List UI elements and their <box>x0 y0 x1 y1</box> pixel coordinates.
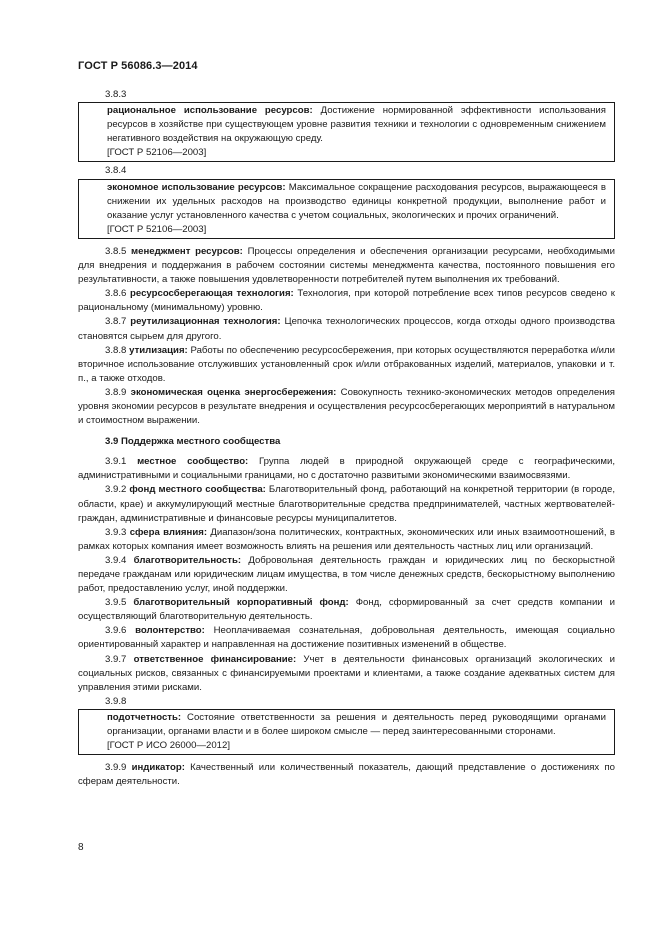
term-name: реутилизационная технология: <box>130 316 281 328</box>
term-entry <box>78 554 615 596</box>
term-entry <box>78 455 615 483</box>
term-name: экономное использование ресурсов: <box>107 181 286 193</box>
term-number: 3.9.3 <box>105 526 127 538</box>
term-entry <box>78 653 615 695</box>
term-entry <box>78 344 615 386</box>
term-entry <box>78 596 615 624</box>
term-number: 3.9.4 <box>105 554 127 566</box>
term-entry <box>78 386 615 428</box>
term-number: 3.9.7 <box>105 653 127 665</box>
term-name: ответственное финансирование: <box>133 653 297 665</box>
term-definition: Группа людей в природной окружающей среде с географическими, административными и социальными границами, но с достаточно развитыми экономическими взаимосвязями. <box>78 456 615 482</box>
term-name: волонтерство: <box>135 625 205 637</box>
term-definition: Максимальное сокращение расходования ресурсов, выражающееся в снижении их удельных расходов на производство единицы конкретной продукции, выполнение работ и оказание услуг установленного качества с учетом социальных, экологических и прочих ограничений. <box>107 181 606 221</box>
term-name: местное сообщество: <box>137 456 249 468</box>
term-number: 3.8.8 <box>105 344 127 356</box>
term-number: 3.9.1 <box>105 456 127 468</box>
term-entry <box>78 315 615 343</box>
term-number: 3.8.3 <box>105 89 127 100</box>
term-definition: Фонд, сформированный за счет средств компании и осуществляющий благотворительную деятельность. <box>78 597 615 623</box>
section-heading: 3.9 Поддержка местного сообщества <box>105 436 281 448</box>
term-definition: Процессы определения и обеспечения организации ресурсами, необходимыми для внедрения и поддержания в рабочем состоянии системы менеджмента качества, постоянного повышения его результативности, а также повышения удовлетворенности потребителей путем выполнения их требований. <box>78 245 616 286</box>
term-entry <box>107 104 606 146</box>
term-name: подотчетность: <box>107 711 182 723</box>
term-name: экономическая оценка энергосбережения: <box>130 386 337 398</box>
term-name: благотворительность: <box>133 554 242 566</box>
term-definition: Технология, при которой потребление всех типов ресурсов сведено к рациональному (минимальному) уровню. <box>78 288 616 314</box>
term-definition: Учет в деятельности финансовых организаций экологических и социальных рисков, связанных с финансируемыми проектами и клиентами, а также создание адекватных систем для управления этими рисками. <box>78 653 615 693</box>
term-entry <box>78 624 615 652</box>
term-definition: Благотворительный фонд, работающий на конкретной территории (в городе, области, крае) и аккумулирующий местные благотворительные средства предпринимателей, частных жертвователей-граждан, административные и финансовые ресурсы муниципалитетов. <box>78 484 615 524</box>
term-number: 3.9.8 <box>105 695 127 707</box>
term-source: [ГОСТ Р ИСО 26000—2012] <box>107 740 231 752</box>
term-entry <box>78 761 615 789</box>
term-number: 3.8.4 <box>105 165 127 177</box>
term-entry <box>107 711 606 739</box>
term-number: 3.8.6 <box>105 288 127 300</box>
term-number: 3.9.2 <box>105 484 127 496</box>
quoted-term-box <box>78 102 615 162</box>
quoted-term-box <box>78 179 615 239</box>
standard-designation: ГОСТ Р 56086.3—2014 <box>78 60 198 72</box>
term-definition: Добровольная деятельность граждан и юридических лиц по бескорыстной передаче гражданам или юридическим лицам имущества, в том числе денежных средств, бескорыстному выполнению работ, предоставлению услуг, иной поддержки. <box>78 554 616 595</box>
term-entry <box>78 483 615 525</box>
term-number: 3.8.9 <box>105 386 127 398</box>
term-entry <box>78 245 615 287</box>
term-definition: Неоплачиваемая сознательная, добровольная деятельность, имеющая социально ориентированный характер и направленная на достижение позитивных изменений в обществе. <box>78 625 615 651</box>
term-definition: Совокупность технико-экономических методов определения уровня экономии ресурсов в результате внедрения и осуществления ресурсосберегающих мероприятий в натуральном и стоимостном выражении. <box>78 386 616 427</box>
term-number: 3.9.5 <box>105 597 127 609</box>
term-name: индикатор: <box>131 762 185 774</box>
term-number: 3.9.9 <box>105 762 127 774</box>
term-number: 3.9.6 <box>105 625 127 637</box>
quoted-term-box <box>78 709 615 755</box>
term-name: рациональное использование ресурсов: <box>107 105 313 117</box>
term-entry <box>78 526 615 554</box>
page-number: 8 <box>78 842 84 853</box>
term-name: менеджмент ресурсов: <box>131 245 243 257</box>
term-definition: Работы по обеспечению ресурсосбережения, при которых осуществляются переработка и/или вторичное использование отслуживших установленный срок и/или отбракованных изделий, материалов, упаковки и т. п., а также отходов. <box>78 344 615 384</box>
term-entry <box>107 181 606 223</box>
term-definition: Цепочка технологических процессов, когда отходы одного производства становятся сырьем для другого. <box>78 316 615 342</box>
term-definition: Качественный или количественный показатель, дающий представление о достижениях по сферам деятельности. <box>78 762 615 788</box>
term-source: [ГОСТ Р 52106—2003] <box>107 223 207 235</box>
term-name: ресурсосберегающая технология: <box>130 288 294 300</box>
term-name: сфера влияния: <box>129 526 208 538</box>
term-definition: Достижение нормированной эффективности использования ресурсов в хозяйстве при существующем уровне развития техники и технологии с одновременным снижением негативного воздействия на окружающую среду. <box>107 105 606 145</box>
term-number: 3.8.5 <box>105 245 127 257</box>
term-name: благотворительный корпоративный фонд: <box>133 597 349 609</box>
term-number: 3.8.7 <box>105 316 127 328</box>
term-name: фонд местного сообщества: <box>129 484 266 496</box>
term-definition: Диапазон/зона политических, контрактных, экономических или иных взаимоотношений, в рамках которых компания имеет возможность влиять на решения или деятельность частных лиц или организаций. <box>78 526 615 552</box>
document-body <box>78 88 615 789</box>
term-entry <box>78 287 615 315</box>
term-name: утилизация: <box>129 344 188 356</box>
term-source: [ГОСТ Р 52106—2003] <box>107 147 207 159</box>
term-definition: Состояние ответственности за решения и деятельность перед руководящими органами организации, органами власти и в более широком смысле — перед заинтересованными сторонами. <box>107 711 606 738</box>
